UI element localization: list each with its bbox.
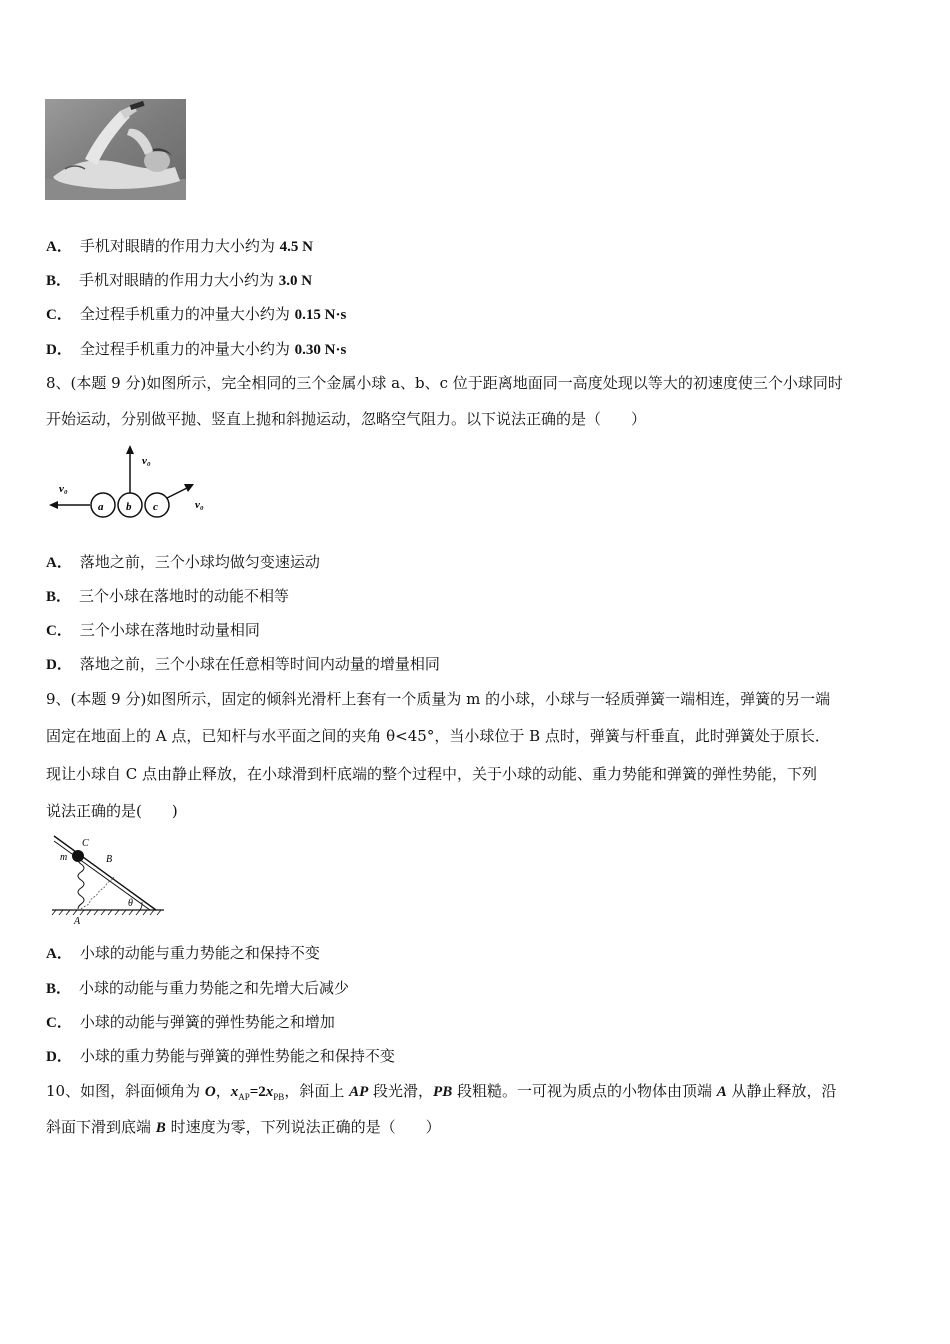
phone-photo xyxy=(45,99,186,200)
ball-c-label: c xyxy=(153,501,158,513)
q9-option-d: D． 小球的重力势能与弹簧的弹性势能之和保持不变 xyxy=(46,1047,395,1065)
q9-stem-line4: 说法正确的是( ) xyxy=(46,802,178,820)
q9-option-c: C． 小球的动能与弹簧的弹性势能之和增加 xyxy=(46,1013,335,1031)
label-C: C xyxy=(82,838,89,849)
v0-left-label: v₀ xyxy=(59,483,68,495)
q8-option-a: A． 落地之前，三个小球均做匀变速运动 xyxy=(46,553,320,571)
v0-up-label: v₀ xyxy=(142,455,151,467)
q7-option-a: A． 手机对眼睛的作用力大小约为 4.5 N xyxy=(46,237,313,255)
label-theta: θ xyxy=(128,898,133,909)
label-B: B xyxy=(106,854,113,865)
q10-stem-line2: 斜面下滑到底端 B 时速度为零，下列说法正确的是（ ） xyxy=(46,1118,441,1136)
q8-option-c: C． 三个小球在落地时动量相同 xyxy=(46,621,260,639)
q9-stem-line2: 固定在地面上的 A 点，已知杆与水平面之间的夹角 θ<45°，当小球位于 B 点时，弹簧与杆垂直，此时弹簧处于原长． xyxy=(46,727,830,745)
q9-option-a: A． 小球的动能与重力势能之和保持不变 xyxy=(46,944,320,962)
ball-b-label: b xyxy=(126,501,132,513)
q7-option-b: B． 手机对眼睛的作用力大小约为 3.0 N xyxy=(46,271,313,289)
q8-option-b: B． 三个小球在落地时的动能不相等 xyxy=(46,587,290,605)
q10-stem-line1: 10、如图，斜面倾角为 O，$x_{AP}=2x_{PB}$，斜面上 AP 段光滑，PB 段粗糙。一可视为质点的小物体由顶端 A 从静止释放，沿 xyxy=(46,1082,837,1102)
q9-incline-figure xyxy=(48,832,168,928)
q8-balls-figure xyxy=(45,442,220,524)
q8-stem-line1: 8、(本题 9 分)如图所示，完全相同的三个金属小球 a、b、c 位于距离地面同一高度处现以等大的初速度使三个小球同时 xyxy=(46,374,843,392)
q7-option-d: D． 全过程手机重力的冲量大小约为 0.30 N·s xyxy=(46,340,347,358)
q9-stem-line3: 现让小球自 C 点由静止释放，在小球滑到杆底端的整个过程中，关于小球的动能、重力势能和弹簧的弹性势能，下列 xyxy=(46,765,818,783)
v0-right-label: v₀ xyxy=(195,499,204,511)
q9-option-b: B． 小球的动能与重力势能之和先增大后减少 xyxy=(46,979,350,997)
q8-stem-line2: 开始运动，分别做平抛、竖直上抛和斜抛运动，忽略空气阻力。以下说法正确的是（ ） xyxy=(46,410,647,428)
q9-stem-line1: 9、(本题 9 分)如图所示，固定的倾斜光滑杆上套有一个质量为 m 的小球，小球与一轻质弹簧一端相连，弹簧的另一端 xyxy=(46,690,831,708)
q8-option-d: D． 落地之前，三个小球在任意相等时间内动量的增量相同 xyxy=(46,655,440,673)
label-A: A xyxy=(74,916,81,927)
ball-a-label: a xyxy=(98,501,104,513)
label-m: m xyxy=(60,852,68,863)
q7-option-c: C． 全过程手机重力的冲量大小约为 0.15 N·s xyxy=(46,305,347,323)
